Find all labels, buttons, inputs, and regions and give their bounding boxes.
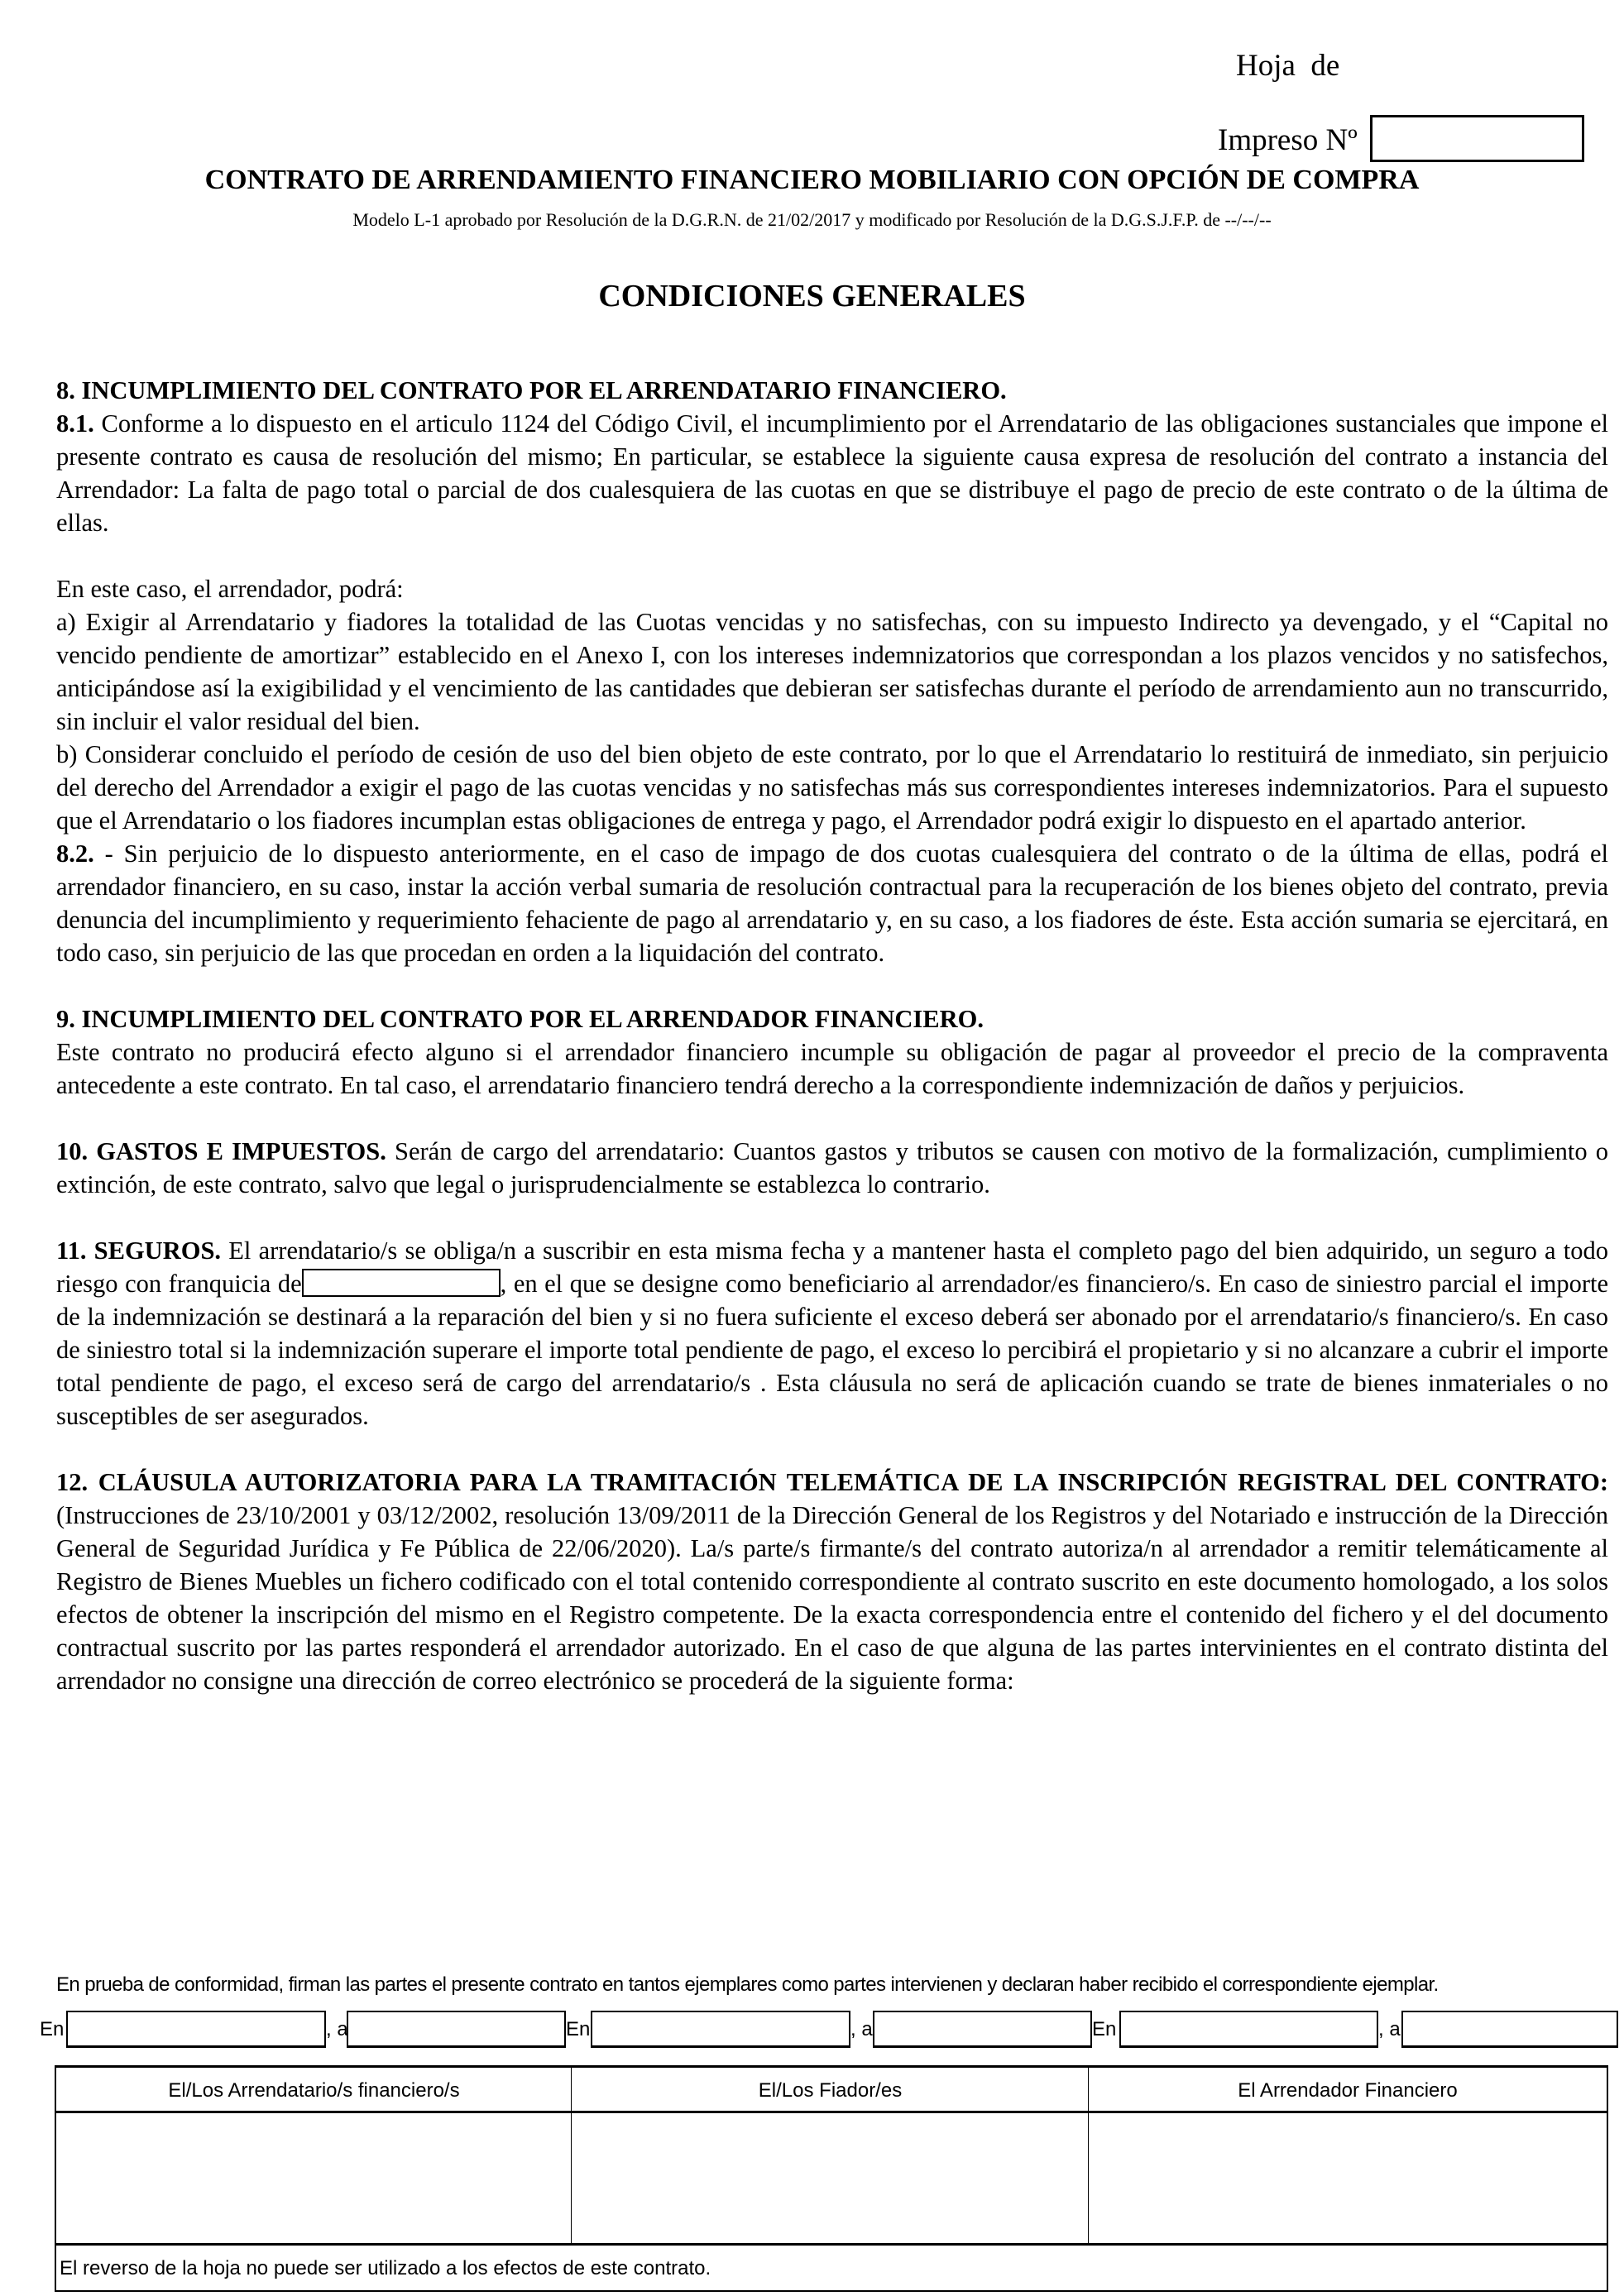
clause-10: [56, 1135, 1608, 1201]
clause-text: Serán de cargo del arrendatario: Cuantos gastos y tributos se causen con motivo de la formalización, cumplimiento o extinción, de este contrato, salvo que legal o jurisprudencialmente se establezca lo contrario.: [56, 1137, 1608, 1198]
impreso-number-field[interactable]: [1370, 115, 1584, 162]
conformity-statement: En prueba de conformidad, firman las partes el presente contrato en tantos ejemplares como partes intervienen y declaran haber recibido el correspondiente ejemplar.: [56, 1973, 1439, 1996]
clause-8-1: [56, 407, 1608, 539]
page-number-label: Hoja de: [1236, 49, 1340, 83]
date-field-3[interactable]: [1401, 2011, 1618, 2048]
clause-8-2: [56, 837, 1608, 969]
clause-8-intro: En este caso, el arrendador, podrá:: [56, 575, 404, 603]
section-title: CONDICIONES GENERALES: [598, 279, 1026, 313]
signature-area-fiador[interactable]: [572, 2113, 1089, 2246]
document-title: CONTRATO DE ARRENDAMIENTO FINANCIERO MOBILIARIO CON OPCIÓN DE COMPRA: [204, 165, 1420, 195]
clause-number: 8.1.: [56, 409, 94, 438]
signature-area-arrendador[interactable]: [1089, 2113, 1607, 2246]
clause-text: Conforme a lo dispuesto en el articulo 1124 del Código Civil, el incumplimiento por el Arrendatario de las obligaciones sustanciales que impone el presente contrato es causa de resolución del mismo; En particular, se establece la siguiente causa expresa de resolución del contrato a instancia del Arrendador: La falta de pago total o parcial de dos cualesquiera de las cuotas en que se distribuye el pago de precio de este contrato o de la última de ellas.: [56, 409, 1608, 537]
a-label: , a: [1378, 2018, 1401, 2040]
a-label: , a: [326, 2018, 348, 2040]
signature-table: [55, 2065, 1608, 2292]
column-divider: [1088, 2068, 1089, 2246]
en-label: En: [1092, 2018, 1117, 2040]
column-divider: [571, 2068, 572, 2246]
place-field-1[interactable]: [66, 2011, 326, 2048]
clause-8-a: a) Exigir al Arrendatario y fiadores la totalidad de las Cuotas vencidas y no satisfechas, con su impuesto Indirecto ya devengado, y el “Capital no vencido pendiente de amortizar” establecido en el Anexo I, con los intereses indemnizatorios que correspondan a los plazos vencidos y no satisfechos, anticipándose así la exigibilidad y el vencimiento de las cantidades que debieran ser satisfechas durante el período de arrendamiento aun no transcurrido, sin incluir el valor residual del bien.: [56, 608, 1608, 735]
clause-9-heading: 9. INCUMPLIMIENTO DEL CONTRATO POR EL ARRENDADOR FINANCIERO.: [56, 1005, 984, 1033]
signature-area-arrendatario[interactable]: [56, 2113, 572, 2246]
clause-text: El arrendatario/s se obliga/n a suscribir en esta misma fecha y a mantener hasta el completo pago del bien adquirido, un seguro a todo riesgo con franquicia de: [56, 1236, 1609, 1298]
general-conditions-body: [56, 374, 1608, 1697]
date-field-1[interactable]: [347, 2011, 566, 2048]
clause-11-heading: 11. SEGUROS.: [56, 1236, 222, 1265]
date-field-2[interactable]: [873, 2011, 1092, 2048]
en-label: En: [566, 2018, 591, 2040]
place-field-2[interactable]: [591, 2011, 850, 2048]
clause-12: [56, 1466, 1608, 1697]
clause-8-heading: 8. INCUMPLIMIENTO DEL CONTRATO POR EL ARRENDATARIO FINANCIERO.: [56, 376, 1007, 404]
clause-text: - Sin perjuicio de lo dispuesto anteriormente, en el caso de impago de dos cuotas cualesquiera del contrato o de la última de ellas, podrá el arrendador financiero, en su caso, instar la acción verbal sumaria de resolución contractual para la recuperación de los bienes objeto del contrato, previa denuncia del incumplimiento y requerimiento fehaciente de pago al arrendatario y, en su caso, a los fiadores de éste. Esta acción sumaria se ejercitará, en todo caso, sin perjuicio de las que procedan en orden a la liquidación del contrato.: [56, 839, 1608, 967]
column-header-fiador: El/Los Fiador/es: [572, 2068, 1089, 2113]
clause-10-heading: 10. GASTOS E IMPUESTOS.: [56, 1137, 386, 1165]
clause-12-heading: 12. CLÁUSULA AUTORIZATORIA PARA LA TRAMITACIÓN TELEMÁTICA DE LA INSCRIPCIÓN REGISTRAL DEL CONTRATO:: [56, 1468, 1608, 1496]
column-header-arrendador: El Arrendador Financiero: [1089, 2068, 1607, 2113]
clause-number: 8.2.: [56, 839, 94, 868]
clause-11: [56, 1234, 1608, 1433]
a-label: , a: [850, 2018, 873, 2040]
place-field-3[interactable]: [1119, 2011, 1378, 2048]
en-label: En: [40, 2018, 65, 2040]
model-approval-note: Modelo L-1 aprobado por Resolución de la D.G.R.N. de 21/02/2017 y modificado por Resolución de la D.G.S.J.F.P. de --/--/--: [352, 209, 1272, 230]
clause-text: (Instrucciones de 23/10/2001 y 03/12/2002, resolución 13/09/2011 de la Dirección General de los Registros y del Notariado e instrucción de la Dirección General de Seguridad Jurídica y Fe Pública de 22/06/2020). La/s parte/s firmante/s del contrato autoriza/n al arrendador a remitir telemáticamente al Registro de Bienes Muebles un fichero codificado con el total contenido correspondiente al contrato suscrito en este documento homologado, a los solos efectos de obtener la inscripción del mismo en el Registro competente. De la exacta correspondencia entre el contenido del fichero y el del documento contractual suscrito por las partes responderá el arrendador autorizado. En el caso de que alguna de las partes intervinientes en el contrato distinta del arrendador no consigne una dirección de correo electrónico se procederá de la siguiente forma:: [56, 1501, 1608, 1695]
impreso-label: Impreso Nº: [1218, 123, 1358, 157]
column-header-arrendatario: El/Los Arrendatario/s financiero/s: [56, 2068, 572, 2113]
reverse-side-note: El reverso de la hoja no puede ser utilizado a los efectos de este contrato.: [60, 2257, 711, 2279]
clause-text: , en el que se designe como beneficiario al arrendador/es financiero/s. En caso de siniestro parcial el importe de la indemnización se destinará a la reparación del bien y si no fuera suficiente el exceso deberá ser abonado por el arrendatario/s financiero/s. En caso de siniestro total si la indemnización superare el importe total pendiente de pago, el exceso lo percibirá el propietario y si no alcanzare a cubrir el importe total pendiente de pago, el exceso será de cargo del arrendatario/s . Esta cláusula no será de aplicación cuando se trate de bienes inmateriales o no susceptibles de ser asegurados.: [56, 1270, 1608, 1430]
franquicia-field[interactable]: [302, 1269, 501, 1297]
clause-9-text: Este contrato no producirá efecto alguno si el arrendador financiero incumple su obligación de pagar al proveedor el precio de la compraventa antecedente a este contrato. En tal caso, el arrendatario financiero tendrá derecho a la correspondiente indemnización de daños y perjuicios.: [56, 1038, 1608, 1099]
clause-8-b: b) Considerar concluido el período de cesión de uso del bien objeto de este contrato, por lo que el Arrendatario lo restituirá de inmediato, sin perjuicio del derecho del Arrendador a exigir el pago de las cuotas vencidas y no satisfechas más sus correspondientes intereses indemnizatorios. Para el supuesto que el Arrendatario o los fiadores incumplan estas obligaciones de entrega y pago, el Arrendador podrá exigir lo dispuesto en el apartado anterior.: [56, 740, 1608, 835]
